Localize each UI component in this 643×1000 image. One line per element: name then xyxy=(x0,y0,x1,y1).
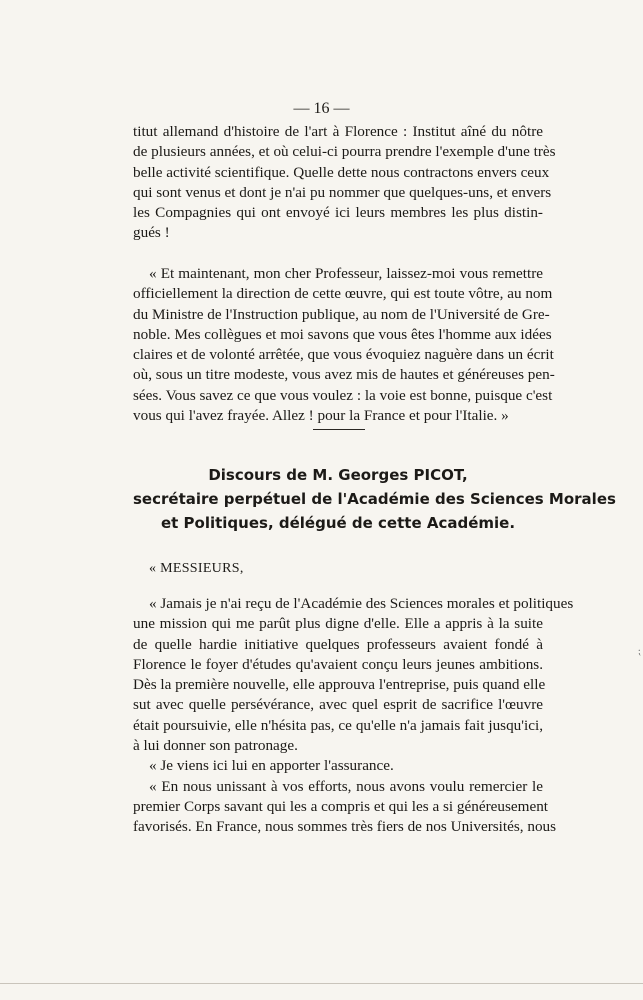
text-line: de quelle hardie initiative quelques professeurs avaient fondé à xyxy=(133,635,543,653)
text-line: sées. Vous savez ce que vous voulez : la voie est bonne, puisque c'est xyxy=(133,386,553,404)
text-line: était poursuivie, elle n'hésita pas, ce qu'elle n'a jamais fait jusqu'ici, xyxy=(133,716,543,734)
text-line: Dès la première nouvelle, elle approuva l'entreprise, puis quand elle xyxy=(133,676,546,694)
text-line: les Compagnies qui ont envoyé ici leurs membres les plus distin- xyxy=(133,204,543,222)
section-divider xyxy=(313,429,365,430)
text-line: « Et maintenant, mon cher Professeur, laissez-moi vous remettre xyxy=(149,265,543,282)
text-line: « En nous unissant à vos efforts, nous avons voulu remercier le xyxy=(149,777,543,795)
text-line: gués ! xyxy=(133,224,170,242)
text-line: favorisés. En France, nous sommes très fiers de nos Universités, nous xyxy=(133,818,557,836)
text-line: du Ministre de l'Instruction publique, au nom de l'Université de Gre- xyxy=(133,305,550,323)
paragraph-continuation xyxy=(133,122,556,244)
speech-heading-line-2: secrétaire perpétuel de l'Académie des Sciences Morales xyxy=(133,490,616,508)
text-line: de plusieurs années, et où celui-ci pourra prendre l'exemple d'une très xyxy=(133,143,556,161)
text-line: Florence le foyer d'études qu'avaient conçu leurs jeunes ambitions. xyxy=(133,655,543,673)
text-line: où, sous un titre modeste, vous avez mis de hautes et généreuses pen- xyxy=(133,366,555,384)
text-line: à lui donner son patronage. xyxy=(133,737,298,755)
text-line: belle activité scientifique. Quelle dette nous contractons envers ceux xyxy=(133,163,550,181)
text-line: une mission qui me parût plus digne d'elle. Elle a appris à la suite xyxy=(133,615,543,633)
salutation: « MESSIEURS, xyxy=(149,561,244,576)
speech-heading-line-3: et Politiques, délégué de cette Académie. xyxy=(160,514,516,532)
text-line: titut allemand d'histoire de l'art à Florence : Institut aîné du nôtre xyxy=(133,123,543,140)
text-line: sut avec quelle persévérance, avec quel esprit de sacrifice l'œuvre xyxy=(133,696,543,714)
text-line: qui sont venus et dont je n'ai pu nommer que quelques-uns, et envers xyxy=(133,183,552,201)
text-line: claires et de volonté arrêtée, que vous évoquiez naguère dans un écrit xyxy=(133,346,554,364)
speech-heading-line-1: Discours de M. Georges PICOT, xyxy=(208,466,468,484)
page-number: — 16 — xyxy=(293,100,350,117)
text-line: officiellement la direction de cette œuvre, qui est toute vôtre, au nom xyxy=(133,285,553,303)
text-line: noble. Mes collègues et moi savons que vous êtes l'homme aux idées xyxy=(133,325,552,343)
text-line: « Je viens ici lui en apporter l'assurance. xyxy=(149,757,394,775)
text-line: vous qui l'avez frayée. Allez ! pour la France et pour l'Italie. » xyxy=(133,407,509,425)
text-line: premier Corps savant qui les a compris et qui les a si généreusement xyxy=(133,797,549,815)
margin-mark: ⁏ xyxy=(637,646,641,657)
text-line: « Jamais je n'ai reçu de l'Académie des Sciences morales et politiques xyxy=(149,595,574,612)
paragraph-speech-opening xyxy=(133,594,574,838)
paragraph-closing-address xyxy=(133,264,555,426)
page-bottom-edge xyxy=(0,983,643,984)
